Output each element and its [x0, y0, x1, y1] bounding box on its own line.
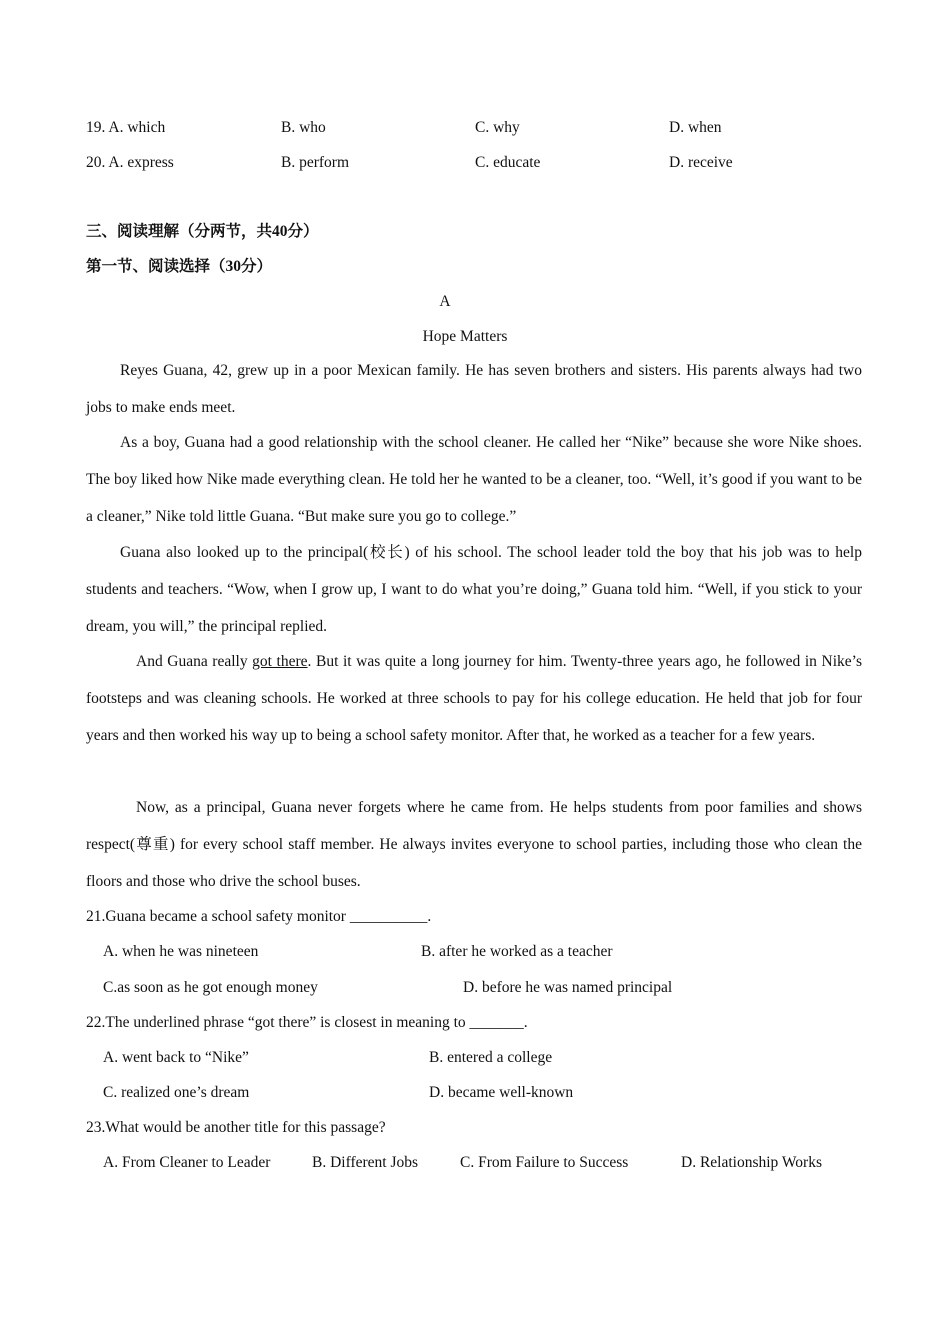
passage-title: Hope Matters — [422, 328, 508, 345]
paragraph-2: As a boy, Guana had a good relationship with the school cleaner. He called her “Nike” because she wore Nike shoes. The boy liked how Nike made everything clean. He told her he wanted to be a cleaner, too. “Well, it’s good if you want to be a cleaner,” Nike told little Guana. “But make sure you go to college.” — [86, 434, 862, 525]
paragraph-4 — [86, 643, 862, 754]
p4-text-pre: And Guana really — [136, 653, 253, 670]
q20-option-a: 20. A. express — [86, 154, 174, 171]
q19-option-c: C. why — [475, 119, 520, 136]
paragraph-3: Guana also looked up to the principal(校长) of his school. The school leader told the boy that his job was to help students and teachers. “Wow, when I grow up, I want to do what you’re doing,” Guana told him. “Well, if you stick to your dream, you will,” the principal replied. — [86, 544, 862, 635]
q21-option-d: D. before he was named principal — [463, 979, 673, 996]
q22-option-c: C. realized one’s dream — [103, 1084, 250, 1101]
paragraph-1: Reyes Guana, 42, grew up in a poor Mexican family. He has seven brothers and sisters. His parents always had two jobs to make ends meet. — [86, 362, 862, 416]
q22-option-b: B. entered a college — [429, 1049, 553, 1066]
q22-option-a: A. went back to “Nike” — [103, 1049, 249, 1066]
q22-stem: 22.The underlined phrase “got there” is closest in meaning to _______. — [86, 1014, 528, 1031]
q19-option-d: D. when — [669, 119, 722, 136]
p4-text-post: . But it was quite a long journey for him. Twenty-three years ago, he followed in Nike’s footsteps and was cleaning schools. He worked at three schools to pay for his college education. He held that job for four years and then worked his way up to being a school safety monitor. After that, he worked as a teacher for a few years. — [86, 653, 862, 744]
subsection-heading: 第一节、阅读选择（30分） — [86, 258, 273, 275]
q23-option-b: B. Different Jobs — [312, 1154, 419, 1171]
q20-option-d: D. receive — [669, 154, 733, 171]
section-heading: 三、阅读理解（分两节，共40分） — [86, 223, 319, 240]
q23-option-c: C. From Failure to Success — [460, 1154, 629, 1171]
q19-option-a: 19. A. which — [86, 119, 166, 136]
q21-option-c: C.as soon as he got enough money — [103, 979, 318, 996]
q20-option-c: C. educate — [475, 154, 541, 171]
underlined-phrase: got there — [252, 653, 308, 670]
q19-option-b: B. who — [281, 119, 326, 136]
q21-option-b: B. after he worked as a teacher — [421, 943, 613, 960]
q21-option-a: A. when he was nineteen — [103, 943, 259, 960]
q21-stem: 21.Guana became a school safety monitor __________. — [86, 908, 432, 925]
passage-label: A — [439, 293, 451, 310]
q20-option-b: B. perform — [281, 154, 350, 171]
paragraph-5: Now, as a principal, Guana never forgets where he came from. He helps students from poor families and shows respect(尊重) for every school staff member. He always invites everyone to school parties, including those who clean the floors and those who drive the school buses. — [86, 799, 862, 890]
q23-option-a: A. From Cleaner to Leader — [103, 1154, 271, 1171]
q23-option-d: D. Relationship Works — [681, 1154, 822, 1171]
q23-stem: 23.What would be another title for this passage? — [86, 1119, 386, 1136]
q22-option-d: D. became well-known — [429, 1084, 574, 1101]
